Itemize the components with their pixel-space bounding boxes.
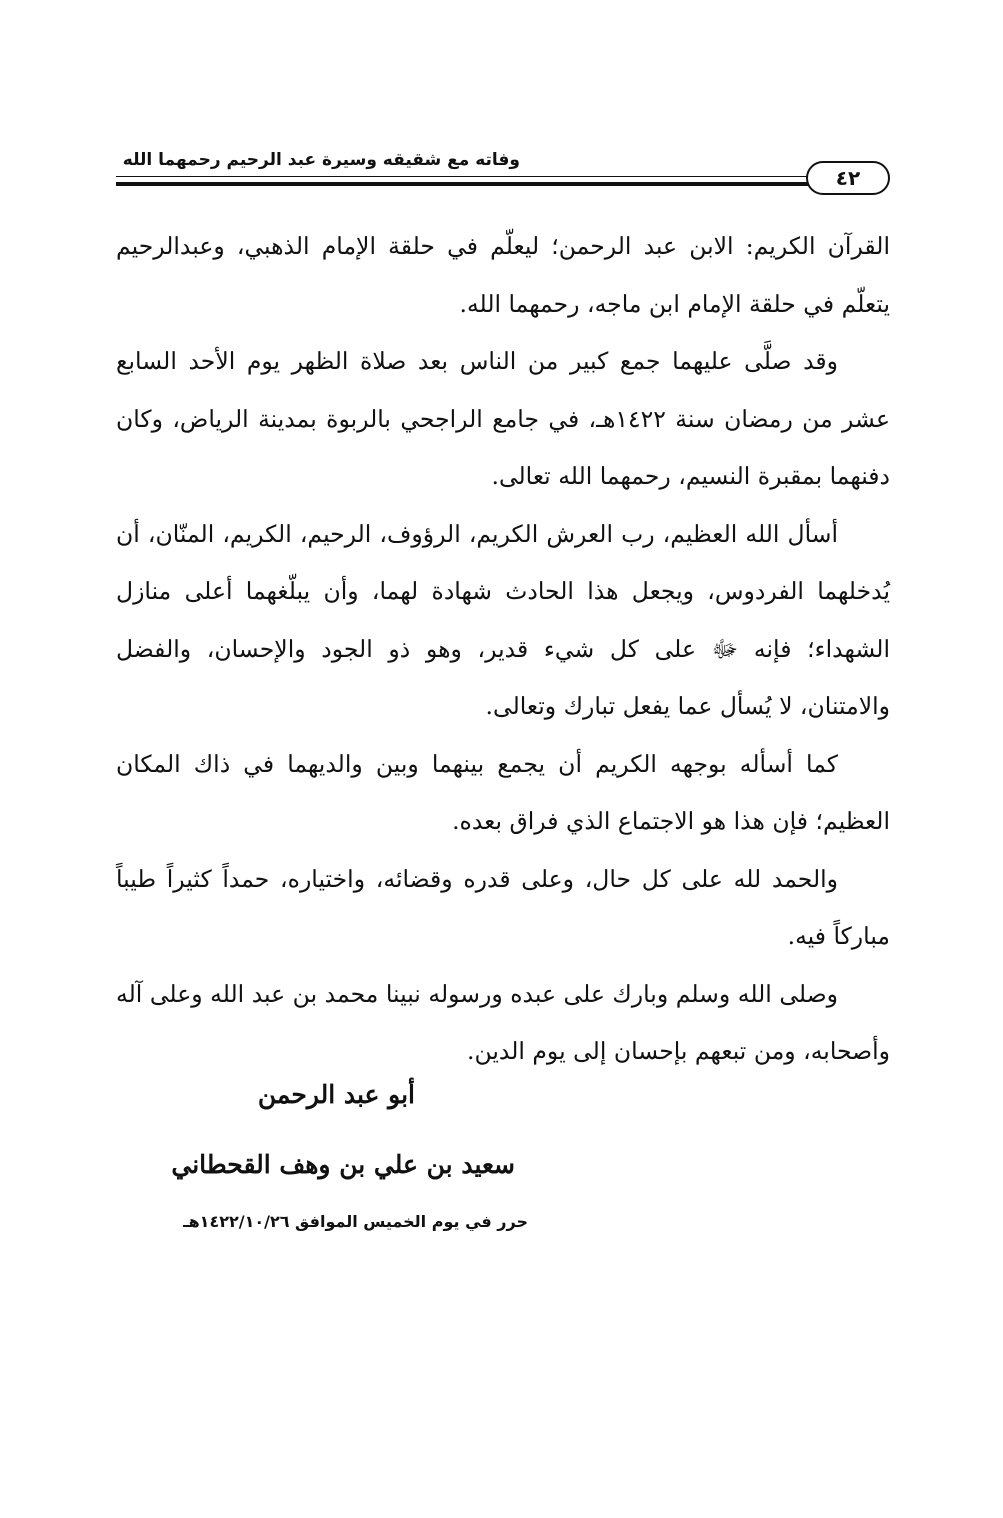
paragraph: أسأل الله العظيم، رب العرش الكريم، الرؤوف، الرحيم، الكريم، المنّان، أن يُدخلهما الفردوس، ويجعل هذا الحادث شهادة لهما، وأن يبلّغهما أعلى منازل الشهداء؛ فإنه ﷻ على كل شيء قدير، وهو ذو الجود والإحسان، والفضل والامتنان، لا يُسأل عما يفعل تبارك وتعالى.: [116, 519, 890, 720]
paragraph: وصلى الله وسلم وبارك على عبده ورسوله نبينا محمد بن عبد الله وعلى آله وأصحابه، ومن تبعهم بإحسان إلى يوم الدين.: [116, 979, 890, 1065]
paragraph: كما أسأله بوجهه الكريم أن يجمع بينهما وبين والديهما في ذاك المكان العظيم؛ فإن هذا هو الاجتماع الذي فراق بعده.: [116, 749, 890, 835]
paragraph: وقد صلَّى عليهما جمع كبير من الناس بعد صلاة الظهر يوم الأحد السابع عشر من رمضان سنة ١٤٢٢هـ، في جامع الراجحي بالربوة بمدينة الرياض، وكان دفنهما بمقبرة النسيم، رحمهما الله تعالى.: [116, 347, 890, 490]
page-number: ٤٢: [806, 161, 890, 195]
body-text: [116, 218, 890, 1081]
date-line: حرر في يوم الخميس الموافق ١٤٢٢/١٠/٢٦هـ: [183, 1212, 528, 1231]
header-rule-thin: [116, 176, 808, 177]
header-rule-thick: [116, 182, 808, 186]
author-kunya: أبو عبد الرحمن: [257, 1080, 415, 1109]
paragraph: والحمد لله على كل حال، وعلى قدره وقضائه، واختياره، حمداً كثيراً طيباً مباركاً فيه.: [116, 864, 890, 950]
author-name: سعيد بن علي بن وهف القحطاني: [171, 1150, 515, 1179]
paragraph: القرآن الكريم: الابن عبد الرحمن؛ ليعلّم في حلقة الإمام الذهبي، وعبدالرحيم يتعلّم في حلقة الإمام ابن ماجه، رحمهما الله.: [116, 232, 890, 318]
running-title: وفاته مع شقيقه وسيرة عبد الرحيم رحمهما الله: [122, 150, 520, 170]
page-header: [116, 140, 890, 202]
